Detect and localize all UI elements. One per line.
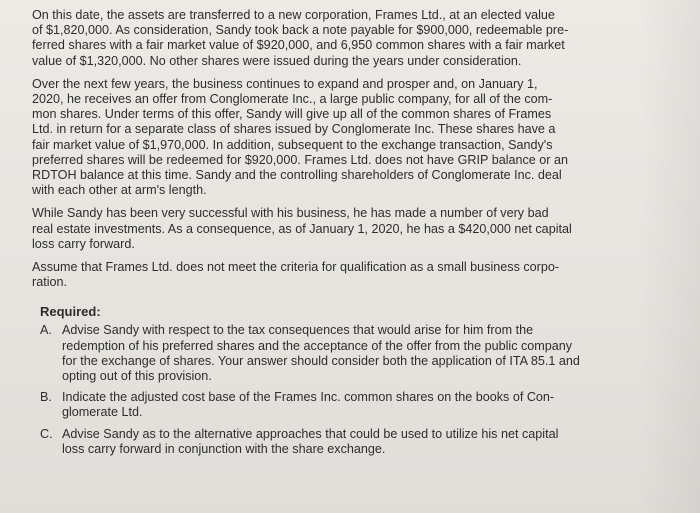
required-item-text: Indicate the adjusted cost base of the Frames Inc. common shares on the books of Con- glomerate Ltd.	[62, 390, 555, 420]
required-item-text: Advise Sandy with respect to the tax consequences that would arise for him from the redemption of his preferred shares and the acceptance of the offer from the public company for the exchange of shares. Your answer should consider both the application of ITA 85.1 and opting out of this provision.	[62, 323, 580, 384]
paragraph-asset-transfer: On this date, the assets are transferred to a new corporation, Frames Ltd., at an elected value of $1,820,000. As consideration, Sandy took back a note payable for $900,000, redeemable pre- ferred shares with a fair market value of $920,000, and 6,950 common shares with a fair market value of $1,320,000. No other shares were issued during the years under consideration.	[32, 8, 569, 68]
required-item-b	[40, 390, 682, 420]
paragraph-assumption: Assume that Frames Ltd. does not meet the criteria for qualification as a small business corpo- ration.	[32, 260, 560, 290]
required-item-label: B.	[40, 390, 52, 405]
required-item-c	[40, 427, 682, 457]
required-heading: Required:	[40, 304, 101, 320]
required-item-text: Advise Sandy as to the alternative approaches that could be used to utilize his net capital loss carry forward in conjunction with the share exchange.	[62, 426, 559, 456]
required-item-label: A.	[40, 323, 52, 338]
paragraph-conglomerate-offer: Over the next few years, the business continues to expand and prosper and, on January 1, 2020, he receives an offer from Conglomerate Inc., a large public company, for all of the com- mon shares. Under terms of this offer, Sandy will give up all of the common shares of Frames Ltd. in return for a separate class of shares issued by Conglomerate Inc. These shares have a fair market value of $1,970,000. In addition, subsequent to the exchange transaction, Sandy's preferred shares will be redeemed for $920,000. Frames Ltd. does not have GRIP balance or an RDTOH balance at this time. Sandy and the controlling shareholders of Conglomerate Inc. deal with each other at arm's length.	[32, 76, 569, 198]
required-list	[32, 323, 682, 457]
paragraph-capital-loss: While Sandy has been very successful with his business, he has made a number of very bad real estate investments. As a consequence, as of January 1, 2020, he has a $420,000 net capital loss carry forward.	[32, 206, 572, 251]
required-item-label: C.	[40, 426, 53, 441]
required-item-a	[40, 323, 682, 384]
